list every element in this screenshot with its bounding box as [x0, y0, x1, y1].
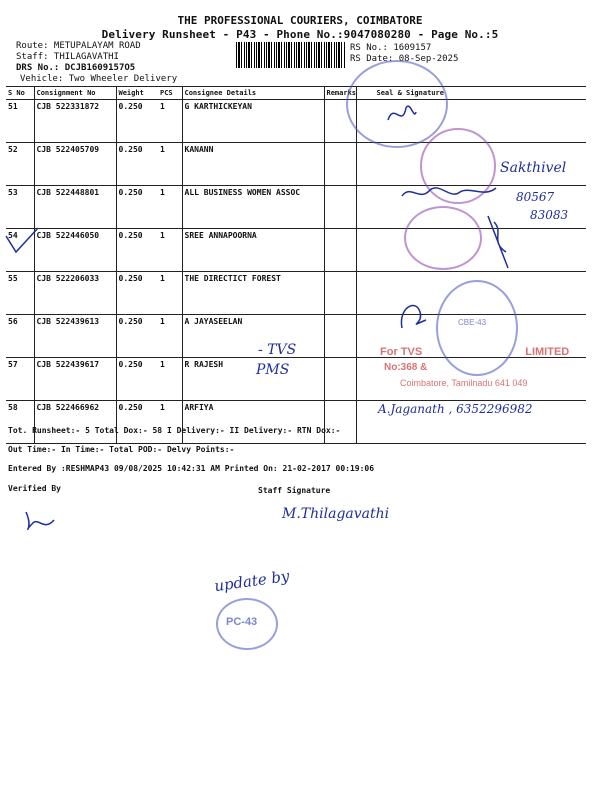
signature-scribble-icon — [400, 180, 500, 204]
row-consignment: CJB 522439617 — [34, 358, 116, 401]
row-weight: 0.250 — [116, 401, 158, 444]
col-sno: S No — [6, 87, 34, 100]
row-sno: 58 — [6, 401, 34, 444]
drs-number: DRS No.: DCJB1609157O5 — [16, 63, 136, 73]
verified-by-label: Verified By — [8, 484, 61, 493]
for-tvs-label: For TVS — [380, 346, 423, 358]
row-pcs: 1 — [158, 143, 182, 186]
row-sno: 54 — [6, 229, 34, 272]
signature-scribble-icon — [484, 212, 516, 272]
row-sno: 56 — [6, 315, 34, 358]
row-weight: 0.250 — [116, 186, 158, 229]
row-weight: 0.250 — [116, 315, 158, 358]
row-consignee: G KARTHICKEYAN — [182, 100, 324, 143]
col-consignment: Consignment No — [34, 87, 116, 100]
col-remarks: Remarks — [324, 87, 356, 100]
company-name: THE PROFESSIONAL COURIERS, COIMBATORE — [177, 14, 423, 27]
pc43-label: PC-43 — [226, 616, 258, 628]
rs-number: RS No.: 1609157 — [350, 43, 432, 53]
row-remarks — [324, 272, 356, 315]
handwritten-number: 83083 — [530, 208, 569, 222]
pc43-round-stamp — [216, 598, 278, 650]
rs-date: RS Date: 08-Sep-2025 — [350, 54, 459, 64]
row-consignee: ALL BUSINESS WOMEN ASSOC — [182, 186, 324, 229]
row-pcs: 1 — [158, 272, 182, 315]
address-stamp-line: Coimbatore, Tamilnadu 641 049 — [400, 378, 528, 388]
table-header-row — [6, 87, 586, 100]
row-remarks — [324, 229, 356, 272]
row-remarks — [324, 358, 356, 401]
handwritten-number: 80567 — [516, 190, 555, 204]
col-pcs: PCS — [158, 87, 182, 100]
row-consignee: SREE ANNAPOORNA — [182, 229, 324, 272]
totals-row: Tot. Runsheet:- 5 Total Dox:- 58 I Delivery:- II Delivery:- RTN Dox:- — [8, 426, 341, 435]
row-sno: 57 — [6, 358, 34, 401]
row-remarks — [324, 315, 356, 358]
round-seal-stamp — [404, 206, 482, 270]
cbe43-seal-stamp — [436, 280, 518, 376]
row-pcs: 1 — [158, 401, 182, 444]
time-row: Out Time:- In Time:- Total POD:- Delvy Points:- — [8, 445, 235, 454]
row-sno: 53 — [6, 186, 34, 229]
row-consignment: CJB 522331872 — [34, 100, 116, 143]
handwritten-sakthivel: Sakthivel — [500, 160, 567, 176]
row-pcs: 1 — [158, 186, 182, 229]
row-consignee: KANANN — [182, 143, 324, 186]
address-stamp-line: No:368 & — [384, 362, 428, 373]
route-label: Route: METUPALAYAM ROAD — [16, 41, 141, 51]
row-consignee: A JAYASEELAN — [182, 315, 324, 358]
row-remarks — [324, 143, 356, 186]
signature-scribble-icon — [384, 100, 418, 130]
row-consignment: CJB 522466962 — [34, 401, 116, 444]
col-weight: Weight — [116, 87, 158, 100]
staff-signature-handwriting: M.Thilagavathi — [282, 506, 390, 522]
row-weight: 0.250 — [116, 272, 158, 315]
row-remarks — [324, 401, 356, 444]
row-consignment: CJB 522405709 — [34, 143, 116, 186]
row-weight: 0.250 — [116, 358, 158, 401]
row-consignee: R RAJESH — [182, 358, 324, 401]
staff-label: Staff: THILAGAVATHI — [16, 52, 119, 62]
row-consignment: CJB 522439613 — [34, 315, 116, 358]
handwritten-pms: PMS — [256, 362, 290, 378]
row-consignment: CJB 522448801 — [34, 186, 116, 229]
row-remarks — [324, 186, 356, 229]
vehicle-label: Vehicle: Two Wheeler Delivery — [20, 74, 178, 84]
handwritten-update-by: update by — [213, 566, 291, 596]
row-consignee: THE DIRECTICT FOREST — [182, 272, 324, 315]
row-sno: 51 — [6, 100, 34, 143]
staff-signature-label: Staff Signature — [258, 486, 331, 495]
handwritten-phone: A.Jaganath , 6352296982 — [378, 402, 533, 416]
verified-signature-icon — [20, 506, 60, 536]
row-consignment: CJB 522446050 — [34, 229, 116, 272]
runsheet-title: Delivery Runsheet - P43 - Phone No.:9047080280 - Page No.:5 — [101, 28, 499, 41]
tvs-company-stamp — [380, 346, 569, 358]
row-consignment: CJB 522206033 — [34, 272, 116, 315]
col-consignee: Consignee Details — [182, 87, 324, 100]
row-sno: 52 — [6, 143, 34, 186]
row-weight: 0.250 — [116, 100, 158, 143]
row-weight: 0.250 — [116, 143, 158, 186]
signature-scribble-icon — [396, 298, 430, 334]
cbe43-label: CBE-43 — [458, 318, 487, 327]
barcode — [236, 42, 346, 68]
row-pcs: 1 — [158, 358, 182, 401]
row-consignee: ARFIYA — [182, 401, 324, 444]
entered-by: Entered By :RESHMAP43 09/08/2025 10:42:31 AM Printed On: 21-02-2017 00:19:06 — [8, 464, 375, 473]
row-pcs: 1 — [158, 229, 182, 272]
checkmark-icon — [2, 226, 42, 256]
row-pcs: 1 — [158, 100, 182, 143]
handwritten-tvs: - TVS — [258, 342, 297, 358]
col-seal: Seal & Signature — [356, 87, 586, 100]
row-weight: 0.250 — [116, 229, 158, 272]
table-row — [6, 100, 586, 143]
row-pcs: 1 — [158, 315, 182, 358]
limited-label: LIMITED — [525, 346, 570, 358]
row-sno: 55 — [6, 272, 34, 315]
